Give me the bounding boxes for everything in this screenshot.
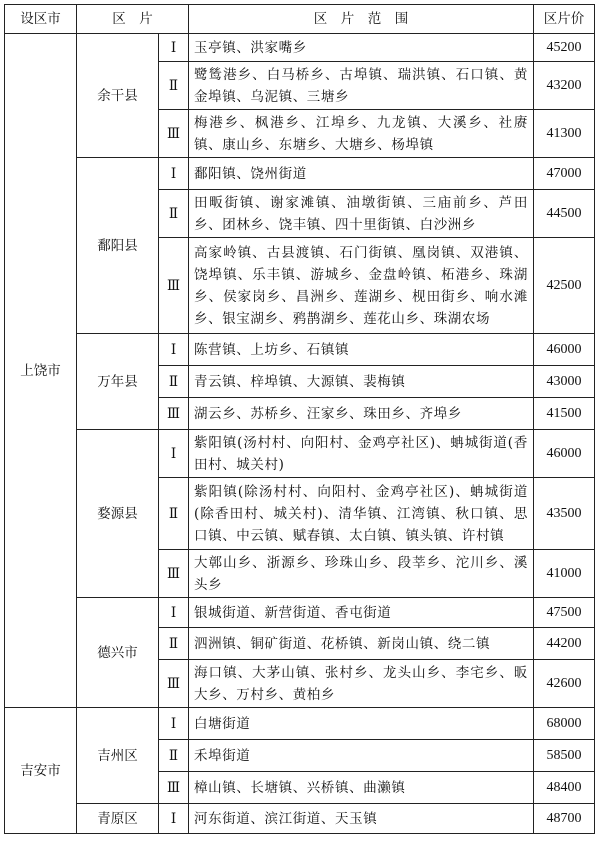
table-row	[5, 430, 595, 478]
area-cell: 河东街道、滨江街道、天玉镇	[189, 804, 534, 834]
grade-cell: Ⅱ	[159, 740, 189, 772]
grade-cell: Ⅲ	[159, 660, 189, 708]
grade-cell: Ⅲ	[159, 772, 189, 804]
grade-cell: Ⅰ	[159, 598, 189, 628]
price-cell: 45200	[534, 34, 595, 62]
grade-cell: Ⅱ	[159, 366, 189, 398]
city-cell: 吉安市	[5, 708, 77, 834]
header-city: 设区市	[5, 5, 77, 34]
grade-cell: Ⅱ	[159, 62, 189, 110]
price-cell: 42500	[534, 238, 595, 334]
table-row	[5, 598, 595, 628]
county-cell: 德兴市	[77, 598, 159, 708]
grade-cell: Ⅱ	[159, 478, 189, 550]
grade-cell: Ⅲ	[159, 238, 189, 334]
area-cell: 陈营镇、上坊乡、石镇镇	[189, 334, 534, 366]
area-cell: 鄱阳镇、饶州街道	[189, 158, 534, 190]
grade-cell: Ⅰ	[159, 804, 189, 834]
table-row	[5, 804, 595, 834]
price-cell: 47000	[534, 158, 595, 190]
area-cell: 樟山镇、长塘镇、兴桥镇、曲濑镇	[189, 772, 534, 804]
area-cell: 玉亭镇、洪家嘴乡	[189, 34, 534, 62]
header-row	[5, 5, 595, 34]
price-cell: 48400	[534, 772, 595, 804]
area-cell: 银城街道、新营街道、香屯街道	[189, 598, 534, 628]
area-cell: 田畈街镇、谢家滩镇、油墩街镇、三庙前乡、芦田乡、团林乡、饶丰镇、四十里街镇、白沙洲乡	[189, 190, 534, 238]
area-cell: 青云镇、梓埠镇、大源镇、裴梅镇	[189, 366, 534, 398]
area-cell: 大鄣山乡、浙源乡、珍珠山乡、段莘乡、沱川乡、溪头乡	[189, 550, 534, 598]
table-row	[5, 334, 595, 366]
grade-cell: Ⅰ	[159, 708, 189, 740]
county-cell: 万年县	[77, 334, 159, 430]
county-cell: 青原区	[77, 804, 159, 834]
price-cell: 58500	[534, 740, 595, 772]
area-cell: 高家岭镇、古县渡镇、石门街镇、凰岗镇、双港镇、饶埠镇、乐丰镇、游城乡、金盘岭镇、柘港乡、珠湖乡、侯家岗乡、昌洲乡、莲湖乡、枧田街乡、响水滩乡、银宝湖乡、鸦鹊湖乡、莲花山乡、珠湖农场	[189, 238, 534, 334]
area-cell: 鹭鸶港乡、白马桥乡、古埠镇、瑞洪镇、石口镇、黄金埠镇、乌泥镇、三塘乡	[189, 62, 534, 110]
grade-cell: Ⅲ	[159, 550, 189, 598]
grade-cell: Ⅰ	[159, 34, 189, 62]
grade-cell: Ⅲ	[159, 110, 189, 158]
price-cell: 43200	[534, 62, 595, 110]
price-cell: 46000	[534, 334, 595, 366]
price-cell: 44200	[534, 628, 595, 660]
county-cell: 余干县	[77, 34, 159, 158]
header-scope: 区 片 范 围	[189, 5, 534, 34]
grade-cell: Ⅱ	[159, 628, 189, 660]
area-cell: 海口镇、大茅山镇、张村乡、龙头山乡、李宅乡、昄大乡、万村乡、黄柏乡	[189, 660, 534, 708]
header-price: 区片价	[534, 5, 595, 34]
price-cell: 44500	[534, 190, 595, 238]
land-price-table	[4, 4, 595, 834]
price-cell: 43000	[534, 366, 595, 398]
price-cell: 43500	[534, 478, 595, 550]
area-cell: 白塘街道	[189, 708, 534, 740]
price-cell: 41500	[534, 398, 595, 430]
price-cell: 41000	[534, 550, 595, 598]
price-cell: 41300	[534, 110, 595, 158]
header-zone: 区 片	[77, 5, 189, 34]
area-cell: 紫阳镇(除汤村村、向阳村、金鸡亭社区)、蚺城街道(除香田村、城关村)、清华镇、江湾镇、秋口镇、思口镇、中云镇、赋春镇、太白镇、镇头镇、许村镇	[189, 478, 534, 550]
county-cell: 婺源县	[77, 430, 159, 598]
county-cell: 鄱阳县	[77, 158, 159, 334]
table-body	[5, 34, 595, 834]
table-row	[5, 34, 595, 62]
table-row	[5, 158, 595, 190]
county-cell: 吉州区	[77, 708, 159, 804]
grade-cell: Ⅱ	[159, 190, 189, 238]
grade-cell: Ⅰ	[159, 334, 189, 366]
area-cell: 湖云乡、苏桥乡、汪家乡、珠田乡、齐埠乡	[189, 398, 534, 430]
price-cell: 68000	[534, 708, 595, 740]
city-cell: 上饶市	[5, 34, 77, 708]
area-cell: 紫阳镇(汤村村、向阳村、金鸡亭社区)、蚺城街道(香田村、城关村)	[189, 430, 534, 478]
area-cell: 泗洲镇、铜矿街道、花桥镇、新岗山镇、绕二镇	[189, 628, 534, 660]
price-cell: 42600	[534, 660, 595, 708]
table-row	[5, 708, 595, 740]
area-cell: 禾埠街道	[189, 740, 534, 772]
grade-cell: Ⅲ	[159, 398, 189, 430]
price-cell: 48700	[534, 804, 595, 834]
grade-cell: Ⅰ	[159, 158, 189, 190]
price-cell: 47500	[534, 598, 595, 628]
grade-cell: Ⅰ	[159, 430, 189, 478]
area-cell: 梅港乡、枫港乡、江埠乡、九龙镇、大溪乡、社赓镇、康山乡、东塘乡、大塘乡、杨埠镇	[189, 110, 534, 158]
price-cell: 46000	[534, 430, 595, 478]
